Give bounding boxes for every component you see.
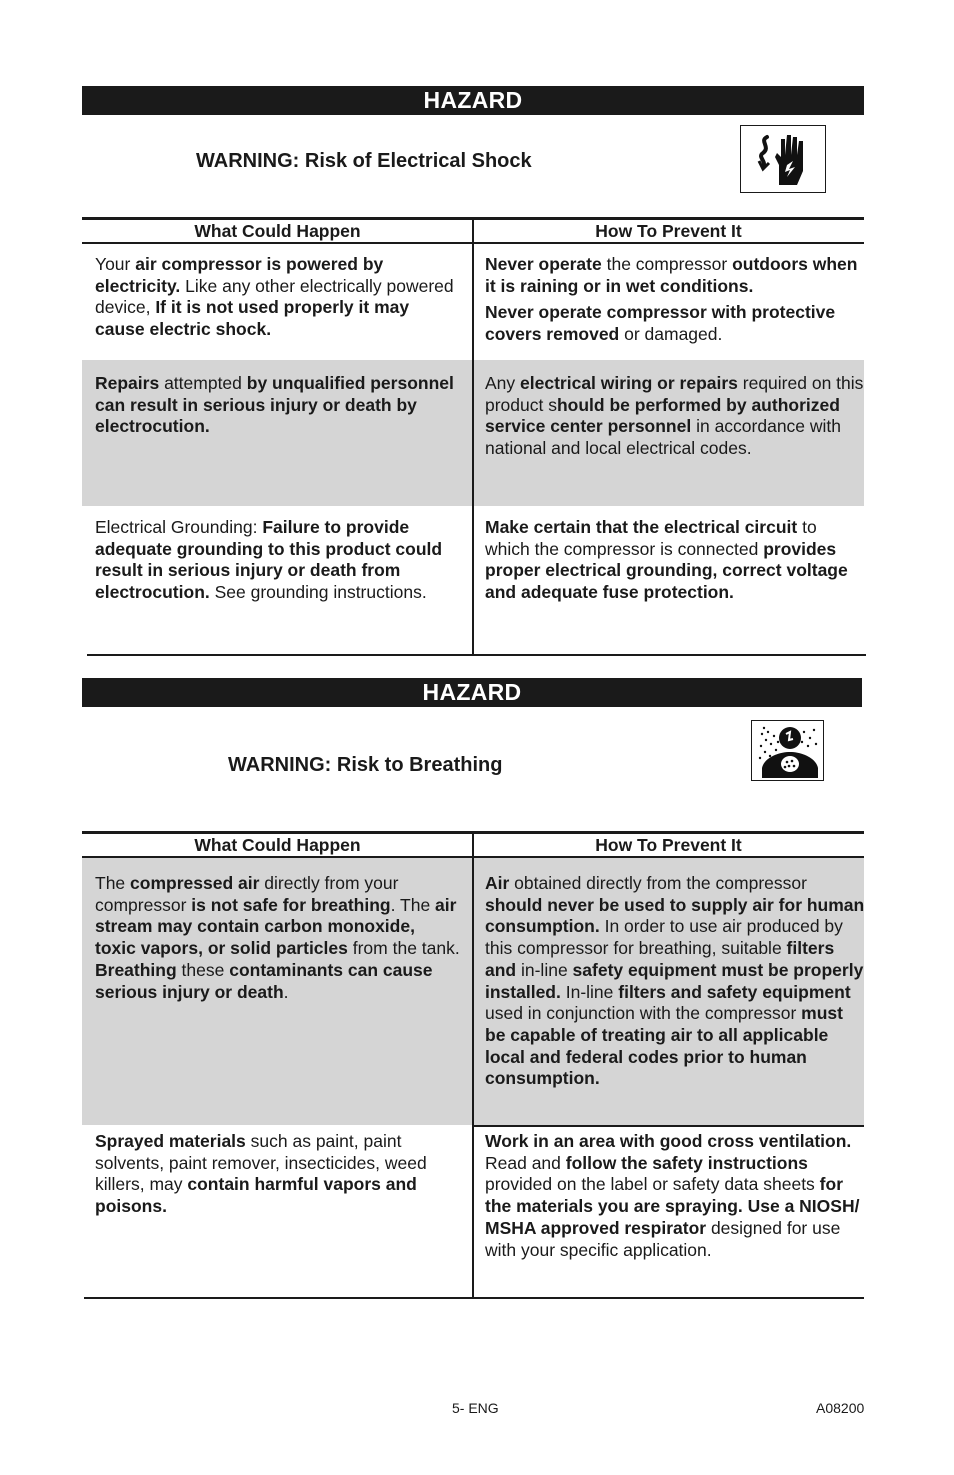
prevention-text: Work in an area with good cross ventilation. Read and follow the safety instructions provided on the label or safety data sheets for the materials you are spraying. Use a NIOSH/ MSHA approved respirator designed for use with your specific application. (485, 1131, 860, 1260)
warning-title: WARNING: Risk to Breathing (228, 754, 503, 776)
hazard-text: Sprayed materials such as paint, paint solvents, paint remover, insecticides, weed killers, may contain harmful vapors and poisons. (95, 1131, 427, 1217)
table-bottom-rule (87, 654, 866, 656)
table-bottom-rule (84, 1297, 864, 1299)
prevention-text: Never operate the compressor outdoors when it is raining or in wet conditions. Never operate compressor with protective covers removed or damaged. (485, 254, 858, 345)
breathing-hazard-table (82, 831, 864, 1297)
table-row (82, 506, 864, 656)
header-how-to-prevent-it: How To Prevent It (595, 221, 742, 241)
electrical-shock-hand-icon (740, 125, 826, 193)
table-header (82, 217, 864, 244)
prevention-text: Air obtained directly from the compressor should never be used to supply air for human consumption. In order to use air produced by this compressor for breathing, suitable filters and in-line safety equipment must be properly installed. In-line filters and safety equipment used in conjunction with the compressor must be capable of treating air to all applicable local and federal codes prior to human consumption. (485, 873, 865, 1089)
table-row (82, 244, 864, 360)
breathing-hazard-icon (751, 720, 824, 781)
table-row (82, 858, 864, 1125)
page-number: 5- ENG (452, 1400, 499, 1416)
hazard-banner: HAZARD (82, 678, 862, 707)
prevention-text: Any electrical wiring or repairs required on this product should be performed by authorized service center personnel in accordance with national and local electrical codes. (485, 373, 864, 459)
header-how-to-prevent-it: How To Prevent It (595, 835, 742, 855)
hazard-banner: HAZARD (82, 86, 864, 115)
hazard-text: Your air compressor is powered by electricity. Like any other electrically powered device, If it is not used properly it may cause electric shock. (95, 254, 454, 340)
document-code: A08200 (816, 1400, 865, 1416)
hazard-text: The compressed air directly from your compressor is not safe for breathing. The air stream may contain carbon monoxide, toxic vapors, or solid particles from the tank. Breathing these contaminants can cause serious injury or death. (95, 873, 460, 1002)
header-what-could-happen: What Could Happen (194, 835, 361, 855)
table-row (82, 1125, 864, 1297)
hazard-text: Electrical Grounding: Failure to provide adequate grounding to this product could result in serious injury or death from electrocution. See grounding instructions. (95, 517, 443, 603)
hazard-text: Repairs attempted by unqualified personnel can result in serious injury or death by electrocution. (95, 373, 454, 437)
table-row (82, 360, 864, 506)
warning-title: WARNING: Risk of Electrical Shock (196, 150, 532, 172)
electrical-hazard-table (82, 217, 864, 656)
prevention-text: Make certain that the electrical circuit to which the compressor is connected provides proper electrical grounding, correct voltage and adequate fuse protection. (485, 517, 848, 603)
table-header (82, 831, 864, 858)
header-what-could-happen: What Could Happen (194, 221, 361, 241)
